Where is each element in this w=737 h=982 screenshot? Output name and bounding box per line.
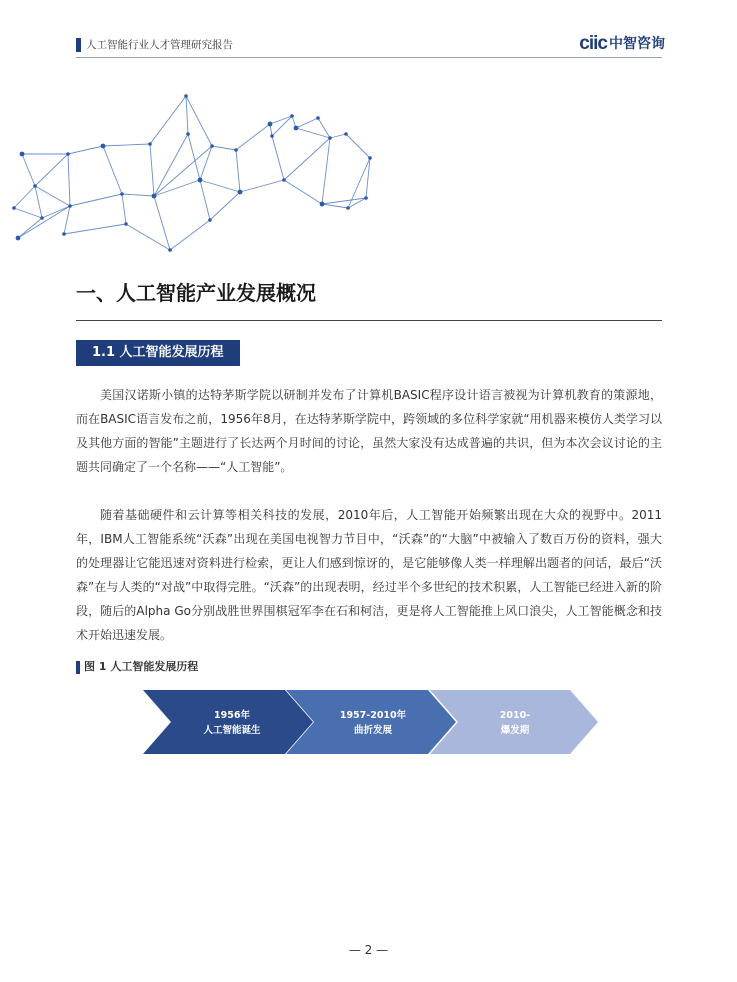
network-line [14, 186, 35, 208]
network-line [18, 206, 70, 238]
network-line [322, 204, 348, 208]
network-line [35, 154, 68, 186]
network-line [170, 220, 210, 250]
network-node [101, 144, 106, 149]
network-line [200, 180, 210, 220]
timeline-stage-1-year: 1956年 [214, 710, 250, 721]
network-node [198, 178, 203, 183]
network-line [122, 194, 126, 224]
network-line [14, 208, 42, 218]
network-node [184, 94, 188, 98]
network-node [364, 196, 368, 200]
network-line [236, 150, 240, 192]
timeline-stage-1 [172, 708, 292, 738]
network-line [366, 158, 370, 198]
network-line [70, 194, 122, 206]
network-line [348, 158, 370, 208]
header-divider [76, 57, 662, 58]
network-line [103, 146, 122, 194]
network-line [68, 154, 70, 206]
network-line [35, 186, 70, 206]
section-divider [76, 320, 662, 321]
timeline-stage-2 [313, 708, 433, 738]
figure-accent-bar [76, 661, 80, 674]
network-node [268, 122, 273, 127]
network-line [122, 194, 154, 196]
network-node [234, 148, 238, 152]
network-line [236, 124, 270, 150]
network-line [272, 116, 292, 136]
network-line [322, 138, 330, 204]
network-line [330, 134, 346, 138]
network-line [296, 118, 318, 128]
network-node [20, 152, 25, 157]
network-line [188, 134, 200, 180]
network-node [208, 218, 212, 222]
logo-mark: ciic [579, 33, 607, 54]
network-node [238, 190, 243, 195]
timeline-stage-1-label: 人工智能诞生 [203, 725, 261, 736]
network-line [270, 116, 292, 124]
network-line [272, 136, 284, 180]
network-node [346, 206, 350, 210]
paragraph-watson: 随着基础硬件和云计算等相关科技的发展，2010年后，人工智能开始频繁出现在大众的视野中。2011年，IBM人工智能系统“沃森”出现在美国电视智力节目中，“沃森”的“大脑”中被输入了数百万份的资料，强大的处理器让它能迅速对资料进行检索，更让人们感到惊讶的，是它能够像人类一样理解出题者的问话，最后“沃森”在与人类的“对战”中取得完胜。“沃森”的出现表明，经过半个多世纪的技术积累，人工智能已经进入新的阶段，随后的Alpha Go分别战胜世界围棋冠军李在石和柯洁，更是将人工智能推上风口浪尖，人工智能概念和技术开始迅速发展。 [76, 508, 662, 642]
timeline-stage-2-year: 1957-2010年 [339, 710, 407, 721]
network-line [64, 224, 126, 234]
network-node [168, 248, 172, 252]
network-line [284, 138, 330, 180]
network-node [316, 116, 320, 120]
network-node [40, 216, 44, 220]
network-line [150, 96, 186, 144]
network-line [154, 180, 200, 196]
network-line [346, 134, 370, 158]
header-accent-bar [76, 38, 81, 52]
network-line [22, 154, 35, 186]
network-line [186, 96, 188, 134]
page-number: — 2 — [348, 943, 389, 957]
network-node [328, 136, 332, 140]
ciic-logo [579, 33, 665, 55]
section-heading: 一、人工智能产业发展概况 [76, 281, 316, 305]
report-title: 人工智能行业人才管理研究报告 [86, 39, 233, 51]
network-line [35, 186, 42, 218]
timeline-stage-3-year: 2010- [499, 710, 531, 721]
network-node [186, 132, 190, 136]
paragraph-dartmouth: 美国汉诺斯小镇的达特茅斯学院以研制并发布了计算机BASIC程序设计语言被视为计算机教育的策源地，而在BASIC语言发布之前，1956年8月，在达特茅斯学院中，跨领域的多位科学家就“用机器来模仿人类学习以及其他方面的智能”主题进行了长达两个月时间的讨论，虽然大家没有达成普遍的共识，但为本次会议讨论的主题共同确定了一个名称——“人工智能”。 [76, 388, 662, 474]
network-node [270, 134, 274, 138]
network-line [154, 134, 188, 196]
network-node [33, 184, 37, 188]
network-node [290, 114, 294, 118]
timeline-stage-2-label: 曲折发展 [353, 725, 392, 736]
network-line [212, 146, 236, 150]
network-line [150, 144, 154, 196]
network-node [148, 142, 152, 146]
network-node [68, 204, 72, 208]
subsection-heading: 1.1 人工智能发展历程 [76, 340, 240, 366]
network-node [16, 236, 21, 241]
logo-text: 中智咨询 [609, 36, 665, 52]
network-node [368, 156, 372, 160]
timeline-stage-3-label: 爆发期 [500, 725, 530, 736]
figure-caption: 图 1 人工智能发展历程 [84, 660, 199, 673]
network-line [210, 192, 240, 220]
network-node [152, 194, 157, 199]
network-node [320, 202, 325, 207]
network-node [210, 144, 214, 148]
network-node [62, 232, 66, 236]
network-line [103, 144, 150, 146]
network-line [42, 206, 70, 218]
timeline-stage-3 [455, 708, 575, 738]
network-node [282, 178, 286, 182]
network-node [12, 206, 16, 210]
network-line [68, 146, 103, 154]
network-line [322, 198, 366, 204]
network-line [64, 206, 70, 234]
network-line [186, 96, 212, 146]
network-line [284, 180, 322, 204]
network-line [18, 218, 42, 238]
network-node [124, 222, 128, 226]
network-decoration-graphic [0, 88, 380, 258]
network-line [200, 180, 240, 192]
network-node [294, 126, 299, 131]
network-node [66, 152, 70, 156]
network-node [120, 192, 124, 196]
network-node [344, 132, 348, 136]
network-line [240, 180, 284, 192]
